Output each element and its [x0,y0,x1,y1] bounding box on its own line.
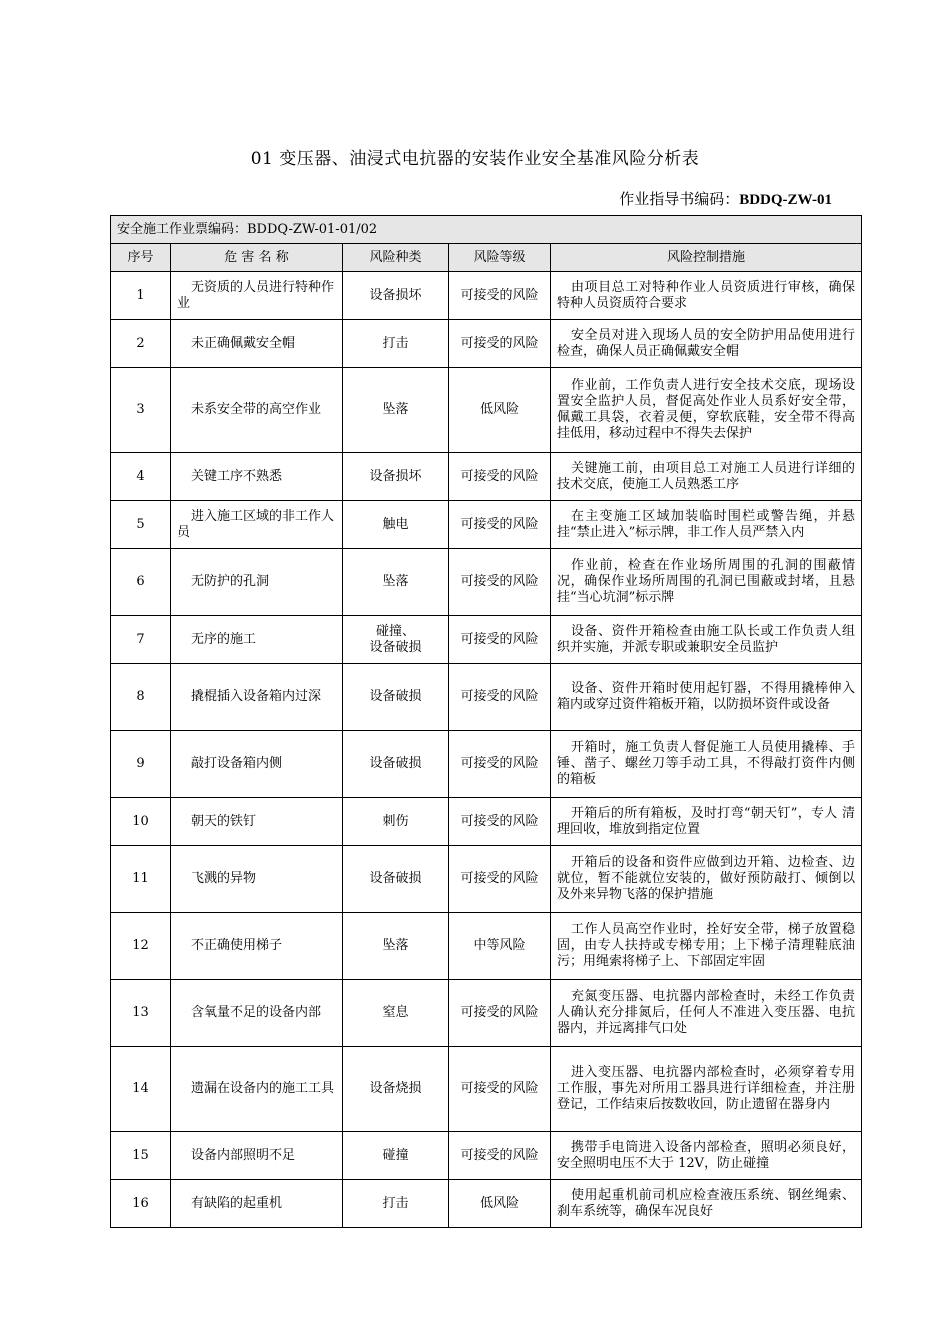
row-hazard: 有缺陷的起重机 [171,1180,343,1228]
table-row [111,731,862,798]
table-header-row [111,244,862,272]
row-no: 1 [111,272,171,320]
row-risk-type: 坠落 [343,368,449,453]
row-risk-level: 中等风险 [449,913,551,980]
risk-analysis-table [110,215,862,1228]
row-control-measure: 设备、资件开箱检查由施工队长或工作负责人组织并实施，并派专职或兼职安全员监护 [551,616,862,664]
row-risk-type: 刺伤 [343,798,449,846]
table-row [111,501,862,549]
row-no: 4 [111,453,171,501]
row-risk-level: 低风险 [449,368,551,453]
row-no: 14 [111,1047,171,1132]
row-risk-type: 触电 [343,501,449,549]
row-hazard: 关键工序不熟悉 [171,453,343,501]
row-no: 6 [111,549,171,616]
row-control-measure: 开箱时，施工负责人督促施工人员使用撬棒、手锤、凿子、螺丝刀等手动工具，不得敲打资件内侧的箱板 [551,731,862,798]
row-risk-type: 设备破损 [343,731,449,798]
row-no: 15 [111,1132,171,1180]
table-row [111,453,862,501]
guide-code-line [619,188,832,209]
row-risk-type: 坠落 [343,913,449,980]
row-risk-level: 可接受的风险 [449,846,551,913]
row-risk-level: 可接受的风险 [449,1132,551,1180]
row-risk-level: 低风险 [449,1180,551,1228]
guide-code-label: 作业指导书编码： [619,190,740,208]
row-control-measure: 使用起重机前司机应检查液压系统、钢丝绳索、 刹车系统等，确保车况良好 [551,1180,862,1228]
row-risk-level: 可接受的风险 [449,616,551,664]
table-row [111,1132,862,1180]
row-control-measure: 进入变压器、电抗器内部检查时，必须穿着专用工作服，事先对所用工器具进行详细检查，并注册登记，工作结束后按数收回，防止遗留在器身内 [551,1047,862,1132]
row-risk-type: 设备损坏 [343,272,449,320]
row-risk-type: 坠落 [343,549,449,616]
row-hazard: 设备内部照明不足 [171,1132,343,1180]
row-risk-type: 设备破损 [343,846,449,913]
row-hazard: 撬棍插入设备箱内过深 [171,664,343,731]
table-row [111,320,862,368]
row-risk-level: 可接受的风险 [449,272,551,320]
document-title: 01 变压器、油浸式电抗器的安装作业安全基准风险分析表 [250,149,700,169]
row-risk-level: 可接受的风险 [449,549,551,616]
row-no: 2 [111,320,171,368]
row-no: 10 [111,798,171,846]
row-control-measure: 安全员对进入现场人员的安全防护用品使用进行检查，确保人员正确佩戴安全帽 [551,320,862,368]
row-control-measure: 在主变施工区域加装临时围栏或警告绳，并悬挂“禁止进入”标示牌，非工作人员严禁入内 [551,501,862,549]
row-hazard: 遗漏在设备内的施工工具 [171,1047,343,1132]
row-risk-type: 窒息 [343,980,449,1047]
row-no: 12 [111,913,171,980]
header-no: 序号 [111,244,171,272]
row-risk-type: 设备烧损 [343,1047,449,1132]
row-control-measure: 作业前，工作负责人进行安全技术交底，现场设置安全监护人员，督促高处作业人员系好安全带，佩戴工具袋，衣着灵便，穿软底鞋，安全带不得高挂低用，移动过程中不得失去保护 [551,368,862,453]
table-row [111,1047,862,1132]
row-hazard: 无资质的人员进行特种作业 [171,272,343,320]
table-row [111,616,862,664]
row-hazard: 未正确佩戴安全帽 [171,320,343,368]
row-control-measure: 关键施工前，由项目总工对施工人员进行详细的技术交底，使施工人员熟悉工序 [551,453,862,501]
row-control-measure: 由项目总工对特种作业人员资质进行审核，确保特种人员资质符合要求 [551,272,862,320]
row-hazard: 不正确使用梯子 [171,913,343,980]
header-risk-type: 风险种类 [343,244,449,272]
row-control-measure: 开箱后的设备和资件应做到边开箱、边检查、边就位，暂不能就位安装的，做好预防敲打、倾倒以及外来异物飞落的保护措施 [551,846,862,913]
row-risk-level: 可接受的风险 [449,1047,551,1132]
table-row [111,368,862,453]
table-row [111,980,862,1047]
row-risk-type: 碰撞 [343,1132,449,1180]
row-risk-level: 可接受的风险 [449,980,551,1047]
row-risk-type: 打击 [343,320,449,368]
row-risk-type: 设备破损 [343,664,449,731]
risk-table-body [111,216,862,1228]
row-risk-level: 可接受的风险 [449,731,551,798]
header-hazard: 危 害 名 称 [171,244,343,272]
row-no: 13 [111,980,171,1047]
row-no: 8 [111,664,171,731]
row-hazard: 未系安全带的高空作业 [171,368,343,453]
table-row [111,846,862,913]
row-no: 7 [111,616,171,664]
row-hazard: 含氧量不足的设备内部 [171,980,343,1047]
row-control-measure: 作业前，检查在作业场所周围的孔洞的围蔽情况，确保作业场所周围的孔洞已围蔽或封堵，且悬挂“当心坑洞”标示牌 [551,549,862,616]
table-row [111,549,862,616]
row-control-measure: 工作人员高空作业时，拴好安全带，梯子放置稳固，由专人扶持或专梯专用；上下梯子清理鞋底油污；用绳索将梯子上、下部固定牢固 [551,913,862,980]
table-row [111,1180,862,1228]
row-hazard: 无序的施工 [171,616,343,664]
row-hazard: 朝天的铁钉 [171,798,343,846]
table-row [111,913,862,980]
row-risk-level: 可接受的风险 [449,320,551,368]
row-risk-level: 可接受的风险 [449,501,551,549]
table-row [111,664,862,731]
row-no: 3 [111,368,171,453]
row-no: 9 [111,731,171,798]
row-risk-level: 可接受的风险 [449,798,551,846]
ticket-row [111,216,862,244]
row-hazard: 进入施工区域的非工作人员 [171,501,343,549]
table-row [111,798,862,846]
row-risk-type: 设备损坏 [343,453,449,501]
row-no: 5 [111,501,171,549]
header-risk-level: 风险等级 [449,244,551,272]
table-row [111,272,862,320]
row-risk-type: 碰撞、 设备破损 [343,616,449,664]
row-control-measure: 设备、资件开箱时使用起钉器，不得用撬棒伸入箱内或穿过资件箱板开箱，以防损坏资件或设备 [551,664,862,731]
row-hazard: 飞溅的异物 [171,846,343,913]
row-risk-level: 可接受的风险 [449,453,551,501]
row-no: 16 [111,1180,171,1228]
ticket-code: 安全施工作业票编码：BDDQ-ZW-01-01/02 [111,216,862,244]
row-risk-type: 打击 [343,1180,449,1228]
row-hazard: 敲打设备箱内侧 [171,731,343,798]
row-control-measure: 携带手电筒进入设备内部检查，照明必须良好， 安全照明电压不大于 12V，防止碰撞 [551,1132,862,1180]
header-control-measure: 风险控制措施 [551,244,862,272]
row-control-measure: 充氮变压器、电抗器内部检查时，未经工作负责人确认充分排氮后，任何人不准进入变压器、电抗器内，并远离排气口处 [551,980,862,1047]
guide-code-value: BDDQ-ZW-01 [739,192,832,208]
row-control-measure: 开箱后的所有箱板，及时打弯“朝天钉”，专人 清理回收，堆放到指定位置 [551,798,862,846]
row-no: 11 [111,846,171,913]
row-hazard: 无防护的孔洞 [171,549,343,616]
row-risk-level: 可接受的风险 [449,664,551,731]
